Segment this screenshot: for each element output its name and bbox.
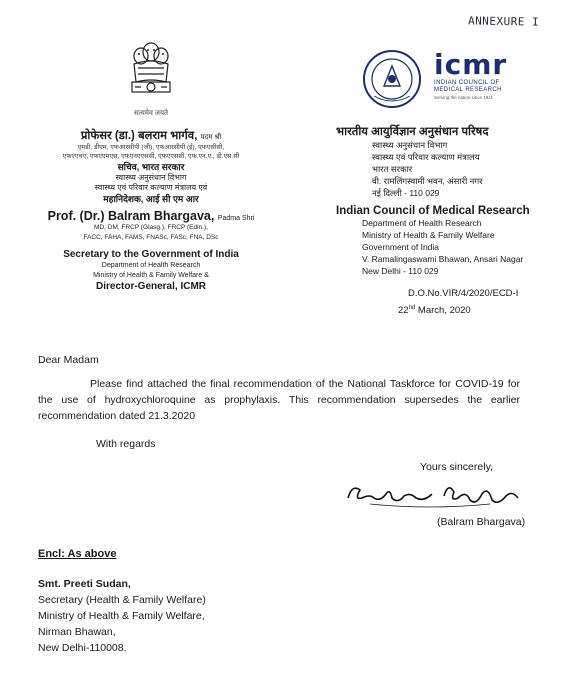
hindi-degrees-1: एमडी, डीएम, एफआरसीपी (जी), एफआरसीपी (ई), एफएसीसी, xyxy=(77,144,225,151)
institute-address xyxy=(322,124,572,318)
letter-paragraph: Please find attached the final recommendation of the National Taskforce for COVID-19 for the use of hydroxychloroquine as prophylaxis. This recommendation supersedes the earlier recommendation dated 21.3.2020 xyxy=(38,378,520,422)
hindi-institute-title: भारतीय आयुर्विज्ञान अनुसंधान परिषद xyxy=(336,126,489,138)
english-address-line-5: New Delhi - 110 029 xyxy=(362,266,439,276)
closing: Yours sincerely, xyxy=(420,461,493,473)
english-secretary: Secretary to the Government of India xyxy=(63,249,239,260)
hindi-degrees-2: एफएएचए, एफएएमएस, एफएनएएससी, एफएएससी, एफ.एन.ए., डी.एस.सी xyxy=(62,153,240,160)
english-degrees-2: FACC, FAHA, FAMS, FNASc, FASc, FNA, DSc xyxy=(83,234,219,241)
icmr-logo-line-2: MEDICAL RESEARCH xyxy=(434,87,502,93)
english-address-line-3: Government of India xyxy=(362,242,440,252)
english-dept: Department of Health Research xyxy=(101,262,201,269)
icmr-wordmark: icmr xyxy=(434,48,508,81)
english-address-line-2: Ministry of Health & Family Welfare xyxy=(362,230,495,240)
icmr-seal-icon xyxy=(362,48,422,110)
logo-row xyxy=(322,48,572,118)
reference-number: D.O.No.VIR/4/2020/ECD-I xyxy=(408,288,519,299)
english-address-line-4: V. Ramalingaswami Bhawan, Ansari Nagar xyxy=(362,254,524,264)
national-emblem-icon xyxy=(124,38,178,108)
recipient-address xyxy=(38,576,206,656)
hindi-ministry: स्वास्थ्य एवं परिवार कल्याण मंत्रालय एवं xyxy=(94,183,208,192)
icmr-tagline: Serving the nation since 1911 xyxy=(434,95,493,100)
hindi-dept: स्वास्थ्य अनुसंधान विभाग xyxy=(115,173,187,182)
recipient-line-4: New Delhi-110008. xyxy=(38,642,127,654)
right-letterhead xyxy=(322,48,572,318)
hindi-address-line-5: नई दिल्ली - 110 029 xyxy=(372,188,440,198)
english-address-line-1: Department of Health Research xyxy=(362,218,482,228)
recipient-line-3: Nirman Bhawan, xyxy=(38,626,116,638)
english-padma: Padma Shri xyxy=(217,215,255,222)
hindi-address-line-3: भारत सरकार xyxy=(372,164,413,174)
hindi-address-line-4: वी. रामलिंगस्वामी भवन, अंसारी नगर xyxy=(372,176,483,186)
icmr-logo-line-1: INDIAN COUNCIL OF xyxy=(434,80,500,86)
handwritten-signature xyxy=(340,476,525,514)
recipient-line-2: Ministry of Health & Family Welfare, xyxy=(38,610,205,622)
english-ministry: Ministry of Health & Family Welfare & xyxy=(93,272,209,279)
hindi-name: प्रोफेसर (डा.) बलराम भार्गव, पदम श्री xyxy=(80,130,222,142)
letter-date: 22nd March, 2020 xyxy=(398,305,471,317)
hindi-padma: पदम श्री xyxy=(200,134,222,141)
left-letterhead xyxy=(20,38,282,293)
english-name: Prof. (Dr.) Balram Bhargava, Padma Shri xyxy=(47,209,255,223)
reference-block xyxy=(398,287,572,318)
hindi-secretary: सचिव, भारत सरकार xyxy=(117,162,185,172)
english-institute-title: Indian Council of Medical Research xyxy=(336,205,530,217)
salutation: Dear Madam xyxy=(38,354,99,366)
hindi-dg: महानिदेशक, आई सी एम आर xyxy=(103,194,199,204)
annexure-annotation: ANNEXURE I xyxy=(467,14,540,29)
enclosure-note: Encl: As above xyxy=(38,548,117,560)
signatory-name: (Balram Bhargava) xyxy=(437,516,526,528)
hindi-address-line-2: स्वास्थ्य एवं परिवार कल्याण मंत्रालय xyxy=(372,152,480,162)
recipient-line-1: Secretary (Health & Family Welfare) xyxy=(38,594,206,606)
recipient-name: Smt. Preeti Sudan, xyxy=(38,578,131,590)
english-degrees-1: MD, DM, FRCP (Glasg.), FRCP (Edin.), xyxy=(94,224,208,231)
icmr-logo xyxy=(434,50,507,101)
hindi-address-line-1: स्वास्थ्य अनुसंधान विभाग xyxy=(372,140,448,150)
english-dg: Director-General, ICMR xyxy=(95,281,207,292)
emblem-motto: सत्यमेव जयते xyxy=(133,110,169,117)
regards: With regards xyxy=(96,438,156,450)
